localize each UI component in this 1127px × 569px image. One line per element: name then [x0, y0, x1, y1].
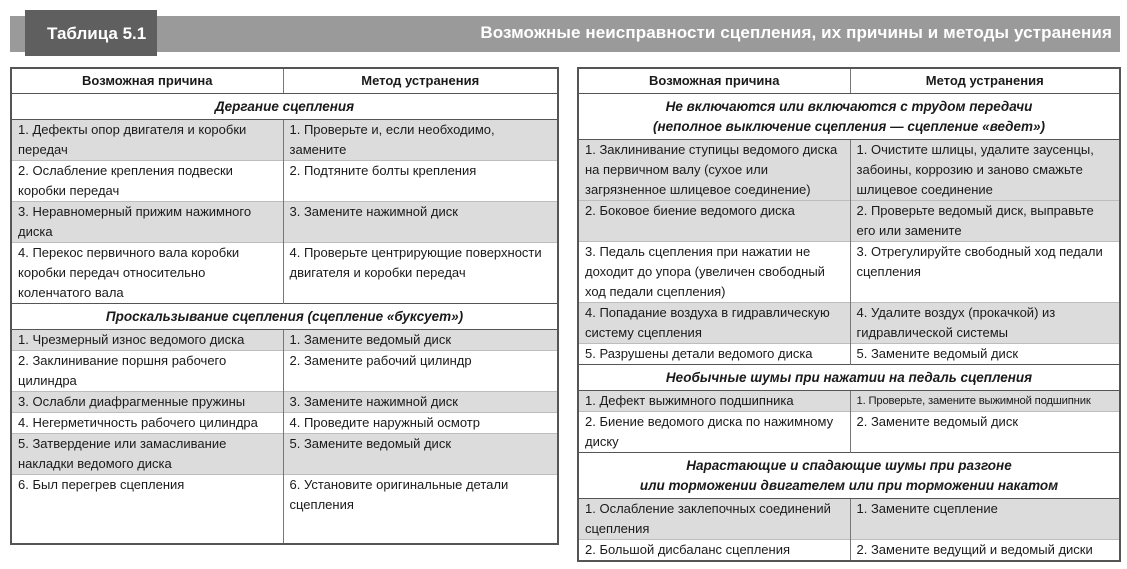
method-cell: 4. Проверьте центрирующие поверхности двигателя и коробки передач — [283, 242, 558, 303]
section-title-row — [11, 93, 558, 119]
method-cell: 6. Установите оригинальные детали сцепления — [283, 474, 558, 544]
cause-cell: 6. Был перегрев сцепления — [11, 474, 283, 544]
cause-cell: 4. Перекос первичного вала коробки коробки передач относительно коленчатого вала — [11, 242, 283, 303]
table-row — [578, 302, 1120, 343]
table-row — [11, 242, 558, 303]
method-cell: 1. Проверьте, замените выжимной подшипник — [850, 390, 1120, 411]
table-row — [578, 539, 1120, 561]
cause-cell: 1. Ослабление заклепочных соединений сцепления — [578, 498, 850, 539]
method-cell: 4. Удалите воздух (прокачкой) из гидравлической системы — [850, 302, 1120, 343]
table-row — [11, 119, 558, 160]
section-title: Нарастающие и спадающие шумы при разгоне — [686, 457, 1012, 473]
section-title: Дергание сцепления — [11, 93, 558, 119]
method-cell: 2. Замените ведомый диск — [850, 411, 1120, 452]
table-row — [578, 139, 1120, 200]
column-header-method: Метод устранения — [283, 68, 558, 93]
method-cell: 5. Замените ведомый диск — [283, 433, 558, 474]
section-title: Проскальзывание сцепления (сцепление «буксует») — [11, 303, 558, 329]
section-title-row — [578, 452, 1120, 498]
column-header-method: Метод устранения — [850, 68, 1120, 93]
method-cell: 1. Проверьте и, если необходимо, замените — [283, 119, 558, 160]
table-row — [11, 329, 558, 350]
cause-cell: 2. Боковое биение ведомого диска — [578, 200, 850, 241]
table-row — [11, 160, 558, 201]
table-row — [578, 498, 1120, 539]
table-row — [11, 350, 558, 391]
table-number-label: Таблица 5.1 — [25, 10, 157, 56]
method-cell: 1. Очистите шлицы, удалите заусенцы, забоины, коррозию и заново смажьте шлицевое соединение — [850, 139, 1120, 200]
cause-cell: 5. Затвердение или замасливание накладки ведомого диска — [11, 433, 283, 474]
cause-cell: 2. Заклинивание поршня рабочего цилиндра — [11, 350, 283, 391]
method-cell: 3. Замените нажимной диск — [283, 391, 558, 412]
cause-cell: 5. Разрушены детали ведомого диска — [578, 343, 850, 364]
method-cell: 3. Отрегулируйте свободный ход педали сцепления — [850, 241, 1120, 302]
method-cell: 5. Замените ведомый диск — [850, 343, 1120, 364]
method-cell: 1. Замените ведомый диск — [283, 329, 558, 350]
cause-cell: 2. Биение ведомого диска по нажимному диску — [578, 411, 850, 452]
section-subtitle: (неполное выключение сцепления — сцепление «ведет») — [652, 118, 1046, 134]
method-cell: 2. Замените рабочий цилиндр — [283, 350, 558, 391]
table-row — [11, 474, 558, 544]
section-subtitle: или торможении двигателем или при торможении накатом — [639, 477, 1059, 493]
cause-cell: 3. Неравномерный прижим нажимного диска — [11, 201, 283, 242]
method-cell: 2. Проверьте ведомый диск, выправьте его или замените — [850, 200, 1120, 241]
column-header-cause: Возможная причина — [11, 68, 283, 93]
section-title-row — [11, 303, 558, 329]
right-table — [577, 67, 1121, 562]
cause-cell: 2. Ослабление крепления подвески коробки передач — [11, 160, 283, 201]
method-cell: 1. Замените сцепление — [850, 498, 1120, 539]
table-row — [11, 201, 558, 242]
cause-cell: 3. Педаль сцепления при нажатии не доходит до упора (увеличен свободный ход педали сцепления) — [578, 241, 850, 302]
table-header — [10, 10, 1120, 52]
cause-cell: 4. Попадание воздуха в гидравлическую систему сцепления — [578, 302, 850, 343]
table-row — [11, 412, 558, 433]
cause-cell: 4. Негерметичность рабочего цилиндра — [11, 412, 283, 433]
section-title: Необычные шумы при нажатии на педаль сцепления — [578, 364, 1120, 390]
table-row — [11, 433, 558, 474]
table-row — [578, 390, 1120, 411]
table-row — [578, 200, 1120, 241]
method-cell: 2. Замените ведущий и ведомый диски — [850, 539, 1120, 561]
method-cell: 4. Проведите наружный осмотр — [283, 412, 558, 433]
table-title: Возможные неисправности сцепления, их причины и методы устранения — [480, 23, 1112, 42]
table-row — [578, 241, 1120, 302]
cause-cell: 3. Ослабли диафрагменные пружины — [11, 391, 283, 412]
table-row — [578, 343, 1120, 364]
cause-cell: 1. Чрезмерный износ ведомого диска — [11, 329, 283, 350]
cause-cell: 1. Заклинивание ступицы ведомого диска на первичном валу (сухое или загрязненное шлицевое соединение) — [578, 139, 850, 200]
section-title-row — [578, 93, 1120, 139]
cause-cell: 2. Большой дисбаланс сцепления — [578, 539, 850, 561]
method-cell: 3. Замените нажимной диск — [283, 201, 558, 242]
table-row — [11, 391, 558, 412]
table-row — [578, 411, 1120, 452]
section-title-row — [578, 364, 1120, 390]
cause-cell: 1. Дефект выжимного подшипника — [578, 390, 850, 411]
method-cell: 2. Подтяните болты крепления — [283, 160, 558, 201]
cause-cell: 1. Дефекты опор двигателя и коробки передач — [11, 119, 283, 160]
left-table — [10, 67, 559, 545]
section-title: Не включаются или включаются с трудом передачи — [665, 98, 1033, 114]
column-header-cause: Возможная причина — [578, 68, 850, 93]
